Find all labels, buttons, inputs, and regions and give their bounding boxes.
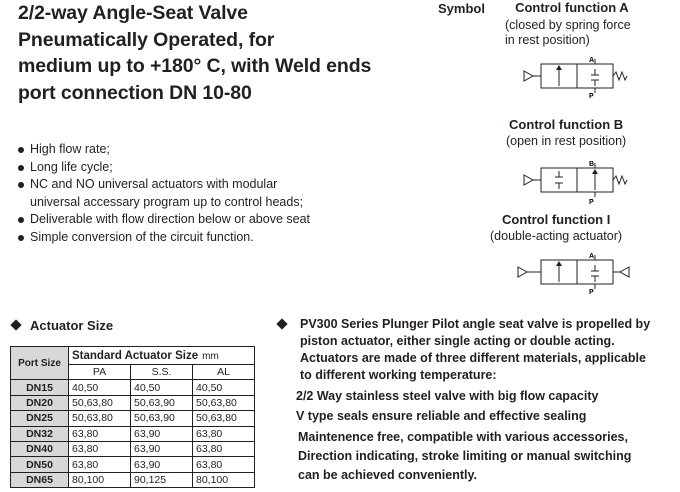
- port-size-cell: DN32: [11, 426, 69, 441]
- title-line: port connection DN 10-80: [18, 81, 252, 104]
- port-size-cell: DN65: [11, 472, 69, 487]
- al-cell: 63,80: [193, 426, 255, 441]
- port-size-cell: DN50: [11, 457, 69, 472]
- al-cell: 63,80: [193, 441, 255, 456]
- control-function-i: [490, 212, 622, 244]
- pa-cell: 50,63,80: [69, 395, 131, 410]
- diamond-bullet-icon: [276, 318, 287, 329]
- port-a-label: A: [589, 253, 595, 260]
- valve-symbol-b: [520, 158, 630, 208]
- valve-symbol-i: [514, 248, 634, 298]
- actuator-size-heading-text: Actuator Size: [30, 318, 114, 333]
- actuator-size-heading: [10, 318, 113, 333]
- port-size-cell: DN25: [11, 411, 69, 426]
- pa-cell: 63,80: [69, 457, 131, 472]
- table-row: [11, 426, 255, 441]
- port-a-label: A: [589, 57, 595, 64]
- feature-list: [18, 141, 310, 246]
- unit-label: mm: [202, 350, 219, 362]
- al-cell: 63,80: [193, 457, 255, 472]
- description-line: Maintenence free, compatible with various accessories,: [298, 430, 628, 444]
- feature-item: NC and NO universal actuators with modular: [18, 176, 310, 194]
- ss-cell: 90,125: [131, 472, 193, 487]
- ss-cell: 50,63,90: [131, 411, 193, 426]
- al-cell: 80,100: [193, 472, 255, 487]
- description-line: to different working temperature:: [300, 368, 497, 382]
- pa-cell: 80,100: [69, 472, 131, 487]
- description-line: Direction indicating, stroke limiting or manual switching: [298, 449, 632, 463]
- control-function-b: [506, 117, 626, 149]
- table-row: [11, 457, 255, 472]
- table-row: [11, 472, 255, 487]
- valve-symbol-a: [520, 52, 630, 102]
- feature-item: Deliverable with flow direction below or above seat: [18, 211, 310, 229]
- feature-item: Long life cycle;: [18, 159, 310, 177]
- pa-cell: 40,50: [69, 380, 131, 395]
- page-title: [18, 0, 418, 106]
- pa-cell: 63,80: [69, 426, 131, 441]
- al-cell: 40,50: [193, 380, 255, 395]
- control-function-a: [505, 0, 631, 48]
- column-header-ss: S.S.: [131, 365, 193, 380]
- control-function-a-desc-1: (closed by spring force: [505, 18, 631, 32]
- standard-actuator-size-header: [69, 347, 255, 365]
- al-cell: 50,63,80: [193, 411, 255, 426]
- description-line: 2/2 Way stainless steel valve with big flow capacity: [296, 389, 599, 403]
- table-row: [11, 441, 255, 456]
- actuator-size-table: [10, 346, 255, 488]
- feature-item: High flow rate;: [18, 141, 310, 159]
- ss-cell: 63,90: [131, 457, 193, 472]
- column-header-pa: PA: [69, 365, 131, 380]
- description-line: piston actuator, either single acting or double acting.: [300, 334, 615, 348]
- feature-item: Simple conversion of the circuit function.: [18, 229, 310, 247]
- port-b-label: B: [589, 161, 595, 168]
- description-line: Actuators are made of three different materials, applicable: [300, 351, 646, 365]
- port-size-cell: DN20: [11, 395, 69, 410]
- feature-item-continued: universal accessary program up to control heads;: [30, 194, 304, 209]
- port-size-cell: DN40: [11, 441, 69, 456]
- pa-cell: 63,80: [69, 441, 131, 456]
- description-line: can be achieved conveniently.: [298, 468, 478, 482]
- control-function-a-title: Control function A: [515, 0, 629, 15]
- pa-cell: 50,63,80: [69, 411, 131, 426]
- symbol-label: Symbol: [438, 1, 485, 16]
- control-function-b-desc: (open in rest position): [506, 134, 627, 148]
- control-function-i-title: Control function I: [502, 212, 611, 227]
- description-text: PV300 Series Plunger Pilot angle seat valve is propelled by: [300, 317, 651, 331]
- port-p-label: P: [589, 199, 594, 206]
- column-header-al: AL: [193, 365, 255, 380]
- title-line: 2/2-way Angle-Seat Valve: [18, 2, 248, 24]
- description-line: [280, 316, 650, 333]
- ss-cell: 63,90: [131, 441, 193, 456]
- diamond-bullet-icon: [10, 319, 21, 330]
- al-cell: 50,63,80: [193, 395, 255, 410]
- port-size-cell: DN15: [11, 380, 69, 395]
- table-row: [11, 411, 255, 426]
- description-line: V type seals ensure reliable and effective sealing: [296, 409, 587, 423]
- title-line: medium up to +180° C, with Weld ends: [18, 55, 372, 77]
- table-header-row: [11, 347, 255, 365]
- port-p-label: P: [589, 93, 594, 100]
- control-function-b-title: Control function B: [509, 117, 624, 132]
- port-size-header: Port Size: [11, 347, 69, 380]
- ss-cell: 50,63,90: [131, 395, 193, 410]
- title-line: Pneumatically Operated, for: [18, 28, 275, 51]
- ss-cell: 40,50: [131, 380, 193, 395]
- port-p-label: P: [589, 289, 594, 296]
- ss-cell: 63,90: [131, 426, 193, 441]
- control-function-a-desc-2: in rest position): [505, 33, 590, 47]
- std-label: Standard Actuator Size: [72, 349, 199, 362]
- table-row: [11, 395, 255, 410]
- product-description: [280, 316, 650, 484]
- table-row: [11, 380, 255, 395]
- control-function-i-desc: (double-acting actuator): [490, 229, 623, 243]
